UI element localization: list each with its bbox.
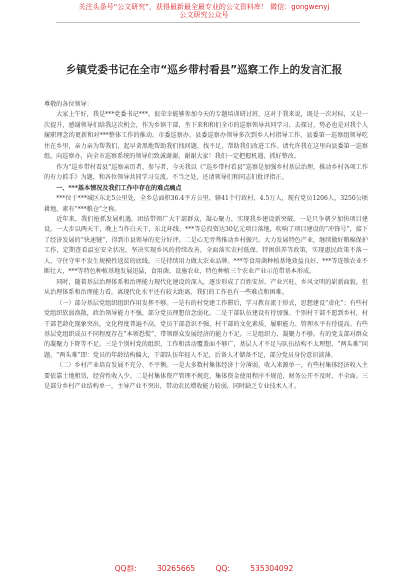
notice-line-1: 关注头条号“公文研究”，获得最新最全最专业的公文资料库！ 微信：gongwenyj: [78, 3, 330, 11]
document-title: 乡镇党委书记在全市“巡乡带村看县”巡察工作上的发言汇报: [65, 64, 343, 76]
document-body: [44, 100, 368, 393]
header-divider: [56, 22, 360, 23]
section-heading: 一、***基本情况及我们工作中存在的难点痛点: [56, 184, 182, 192]
body-paragraph: （一）部分基层党组织组织作用发挥不够。一是有的村党建工作滞后，学习教育流于形式，思想建设“虚化”；有些村党组织软弱涣散，政治领导能力不强，部分党员理想信念弱化。二是干部队伍建设有待加强。个别村干部不愿到乡村，村干部老龄化现象突出，文化程度普遍不高，党员干部意识不强，村干部的文化素质、履职能力、管理水平有待提高。有些基层党组织成员不同程度存在“本领恐慌”，带领群众发展经济的能力不足。三是组织力、凝聚力不够。有的党支部对群众的凝聚力下降等不足。三是个别村党的组织、工作和活动覆盖面不够广，基层人才不足与队伍结构不太理想，“两头难”问题。“两头难”即：党员的年龄结构偏大，干部队伍年轻人不足，后备人才储备不足，部分党员身份意识淡薄。: [44, 299, 368, 359]
body-paragraph: ***位于***城区东北5公里处，全乡总面积36.4平方公里，辖41个行政村，4.5万人，现有党员1206人，3250公顷耕地，素有“***粮仓”之称。: [44, 195, 368, 213]
body-paragraph: 同时，随着基层治理体系和治理能力现代化建设的深入，逐步形成了百姓安居、产业兴旺、乡风文明的崭新面貌。但从治理体系和治理能力看，离现代化水平还有较大距离，我们的工作也有一些难点和困难。: [44, 278, 368, 297]
notice-line-2: 公文研究公众号: [179, 11, 229, 19]
body-paragraph: （二）乡村产业培育发展不充分、不平衡。一是大多数村集体经济十分薄弱，收入来源单一，有些村集体经济收入主要依靠土地租赁，经营性收入少。二是村集体资产管理不规范，集体资金使用程序不规范，财务公开不及时、不全面。三是部分乡村产业结构单一，主导产业不突出，带动农民增收能力较弱，同时缺乏专业技术人才。: [44, 362, 368, 391]
footer-qq: QQ: 535304092: [215, 564, 294, 573]
body-paragraph: 作为“巡乡带村看县”巡察亲历者、参与者，今天我以《“巡乡带村看县”巡察是加强乡村基层治理、推动乡村各项工作的有力抓手》为题，和各位领导共同学习交流。不当之处，还请领导们和同志们批评指正。: [44, 163, 368, 182]
footer-contact: [0, 564, 408, 573]
body-paragraph: 近年来，我们抢抓发展机遇，团结带领广大干部群众，凝心聚力，实现我乡建设新突破。一是只争朝夕加快项目建设。一大步以两天干，晚上当作白天干，东北环线、***等总投资达30亿元项目落地，吹响了项目建设的“冲锋号”，接下了经济发展的“快速键”，得到市县领导的充分好评。二是心无旁骛推动乡村振兴。大力发展特色产业，继续做好粮棉保护工作，定期查看温室安全状况，坚决实现乡风的持续改善，全面落实农村低保、特困供养等政策，实现惠民政策不落一人，守住守牢不发生规模性返贫的底线。三是持续用力做大农业品牌。***等食用菌种植基地效益良好、***等连锁农业不断壮大，***等特色种植基地发展迅猛，食用菌、设施农业、特色种植三个农业产业示范带基本形成。: [44, 215, 368, 276]
body-paragraph: 尊敬的各位领导：: [44, 101, 93, 108]
top-notice: [0, 3, 408, 19]
footer-qq-group: QQ群: 30265665: [114, 564, 196, 573]
body-paragraph: 大家上午好，我是***党委书记***。很荣幸能够参加今天的专题培训研讨班，这对于我来说，既是一次对标，又是一次提升，感谢领导们给我这次机会，作为乡镇干部，坐下来和和们全市的巡察领导共同学习、去探讨，势必也是对我个人履职理念的更新和对***整体工作的推动。市委巡察办、县委巡察办领导多次到乡人村指导工作，县委第一巡察组领导吃住在乡里，亲力亲为帮我们，起早贪黑地帮助我们找问题，找不足，帮助我们改进工作。请允许我在这里向县委第一巡察组，向巡察办，向全市巡察系统的领导们致诚谢谢。谢谢大家！我们一定把握机遇，抓好整改。: [44, 111, 368, 161]
